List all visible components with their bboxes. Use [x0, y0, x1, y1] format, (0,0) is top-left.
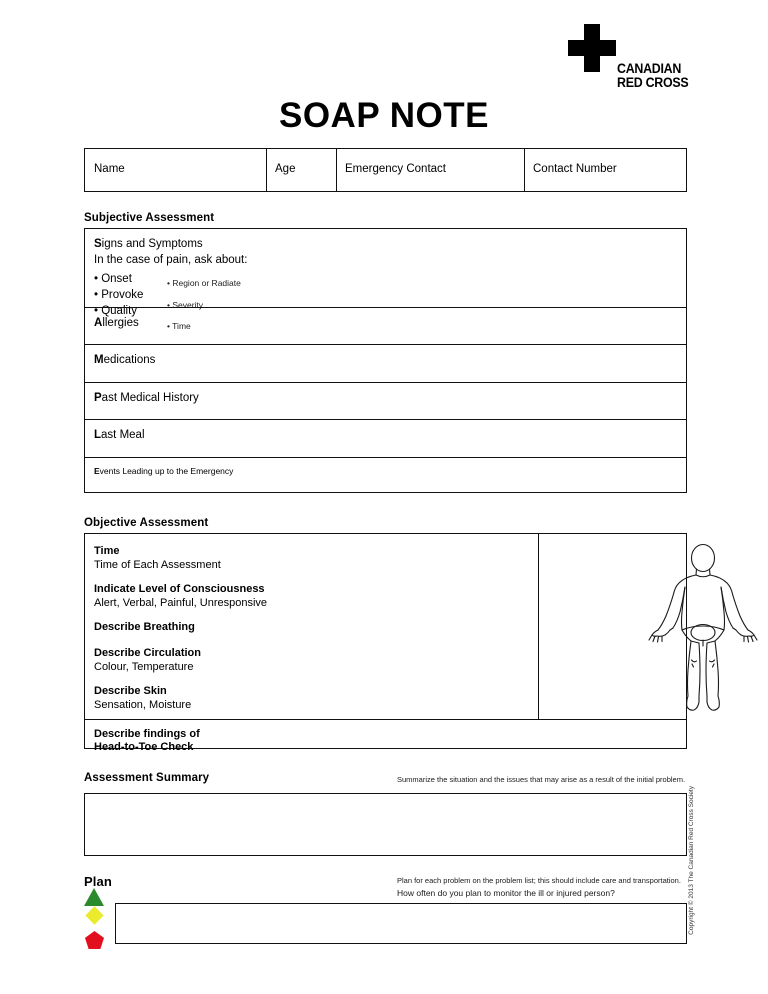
- plan-helper-text-line-2: How often do you plan to monitor the ill or injured person?: [397, 888, 615, 898]
- age-field-label: Age: [275, 163, 296, 175]
- logo-line-1: CANADIAN: [617, 61, 682, 76]
- subjective-assessment-table: [84, 228, 687, 493]
- logo-text: [617, 62, 688, 89]
- canadian-red-cross-logo: [563, 24, 691, 96]
- red-cross-icon: [568, 24, 616, 72]
- red-pentagon-icon: [85, 931, 104, 949]
- body-diagram: [641, 540, 765, 714]
- events-row-label: Events Leading up to the Emergency: [94, 466, 234, 476]
- head-to-toe-line-2: Head-to-Toe Check: [94, 741, 194, 753]
- subjective-row-divider-1: [85, 307, 686, 308]
- contact-number-field-label: Contact Number: [533, 163, 617, 175]
- subjective-row-divider-5: [85, 457, 686, 458]
- subjective-row-divider-4: [85, 419, 686, 420]
- objective-item-circulation: [94, 646, 201, 674]
- opqrst-quality: • Quality: [94, 305, 138, 317]
- header-divider-1: [266, 149, 267, 191]
- emergency-contact-field-label: Emergency Contact: [345, 163, 446, 175]
- opqrst-severity: • Severity: [167, 299, 204, 310]
- opqrst-provoke: • Provoke: [94, 289, 144, 301]
- assessment-summary-input[interactable]: [84, 793, 687, 856]
- allergies-row-label: Allergies: [94, 317, 139, 329]
- objective-item-skin-detail: Sensation, Moisture: [94, 699, 192, 711]
- plan-heading: Plan: [84, 874, 112, 889]
- objective-row-divider: [85, 719, 686, 720]
- opqrst-region: • Region or Radiate: [167, 278, 241, 288]
- assessment-summary-heading: Assessment Summary: [84, 772, 210, 784]
- past-medical-history-row-label: Past Medical History: [94, 392, 199, 404]
- opqrst-time: • Time: [167, 321, 191, 331]
- green-triangle-icon: [84, 888, 104, 906]
- subjective-assessment-heading: Subjective Assessment: [84, 212, 215, 224]
- opqrst-column-left: [94, 271, 143, 319]
- opqrst-onset: • Onset: [94, 273, 132, 285]
- objective-assessment-heading: Objective Assessment: [84, 517, 209, 529]
- medications-row-label: Medications: [94, 354, 156, 366]
- objective-item-skin-heading: Describe Skin: [94, 685, 167, 697]
- head-to-toe-check-label: [94, 728, 200, 754]
- head-to-toe-line-1: Describe findings of: [94, 728, 200, 740]
- logo-line-2: RED CROSS: [617, 74, 689, 90]
- objective-item-consciousness-heading: Indicate Level of Consciousness: [94, 583, 265, 595]
- pain-instruction-text: In the case of pain, ask about:: [94, 254, 248, 266]
- assessment-summary-helper-text: Summarize the situation and the issues that may arise as a result of the initial problem.: [397, 775, 686, 784]
- plan-helper-text-line-1: Plan for each problem on the problem list; this should include care and transportation.: [397, 876, 681, 885]
- patient-info-table: [84, 148, 687, 192]
- objective-item-consciousness: [94, 582, 267, 610]
- copyright-notice: Copyright © 2013 The Canadian Red Cross Society: [688, 786, 695, 935]
- objective-item-breathing-heading: Describe Breathing: [94, 621, 195, 633]
- objective-item-breathing: [94, 620, 195, 634]
- objective-item-skin: [94, 684, 191, 712]
- last-meal-row-label: Last Meal: [94, 429, 145, 441]
- opqrst-column-right: [167, 273, 241, 338]
- subjective-row-divider-2: [85, 344, 686, 345]
- objective-item-time-detail: Time of Each Assessment: [94, 559, 221, 571]
- objective-item-time-heading: Time: [94, 545, 120, 557]
- header-divider-2: [336, 149, 337, 191]
- objective-item-time: [94, 544, 221, 572]
- objective-assessment-table: [84, 533, 687, 753]
- objective-item-circulation-heading: Describe Circulation: [94, 647, 201, 659]
- header-divider-3: [524, 149, 525, 191]
- objective-item-consciousness-detail: Alert, Verbal, Painful, Unresponsive: [94, 597, 268, 609]
- name-field-label: Name: [94, 163, 125, 175]
- objective-figure-divider: [538, 534, 539, 719]
- plan-input[interactable]: [115, 903, 687, 944]
- signs-and-symptoms-label: Signs and Symptoms: [94, 238, 203, 250]
- yellow-diamond-icon: [85, 906, 103, 924]
- objective-item-circulation-detail: Colour, Temperature: [94, 661, 194, 673]
- subjective-row-divider-3: [85, 382, 686, 383]
- page-title: SOAP NOTE: [278, 96, 489, 135]
